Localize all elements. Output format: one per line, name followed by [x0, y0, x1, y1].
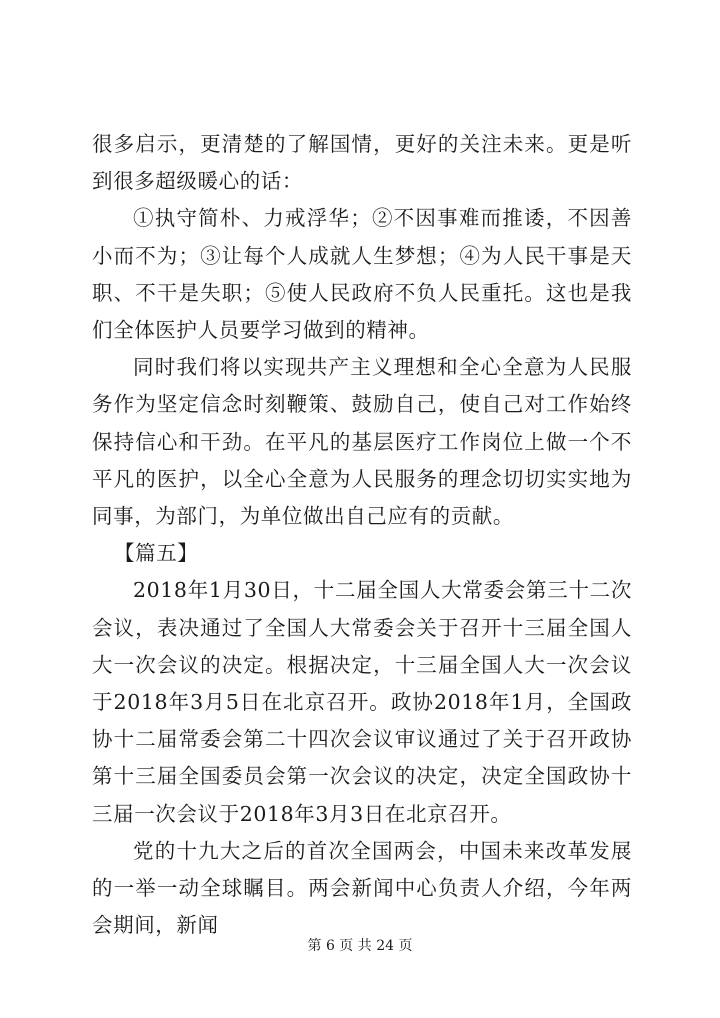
paragraph-npc-meeting: 2018年1月30日，十二届全国人大常委会第三十二次会议，表决通过了全国人大常委会关于召开十三届全国人大一次会议的决定。根据决定，十三届全国人大一次会议于2018年3月5日在北京召开。政协2018年1月，全国政协十二届常委会第二十四次会议审议通过了关于召开政协第十三届全国委员会第一次会议的决定，决定全国政协十三届一次会议于2018年3月3日在北京召开。 [92, 578, 632, 826]
paragraph-two-sessions: 党的十九大之后的首次全国两会，中国未来改革发展的一举一动全球瞩目。两会新闻中心负责人介绍，今年两会期间，新闻 [92, 838, 632, 938]
paragraph-list-points: ①执守简朴、力戒浮华；②不因事难而推诿，不因善小而不为；③让每个人成就人生梦想；④为人民干事是天职、不干是失职；⑤使人民政府不负人民重托。这也是我们全体医护人员要学习做到的精神。 [92, 206, 632, 343]
paragraph-commitment: 同时我们将以实现共产主义理想和全心全意为人民服务作为坚定信念时刻鞭策、鼓励自己，使自己对工作始终保持信心和干劲。在平凡的基层医疗工作岗位上做一个不平凡的医护，以全心全意为人民服务的理念切切实实地为同事，为部门，为单位做出自己应有的贡献。 [92, 355, 632, 529]
section-heading: 【篇五】 [114, 541, 199, 566]
page-number: 第 6 页 共 24 页 [307, 938, 413, 954]
document-body [92, 126, 632, 944]
page-footer [0, 936, 720, 956]
paragraph-continuation: 很多启示，更清楚的了解国情，更好的关注未来。更是听到很多超级暖心的话： [92, 132, 632, 194]
